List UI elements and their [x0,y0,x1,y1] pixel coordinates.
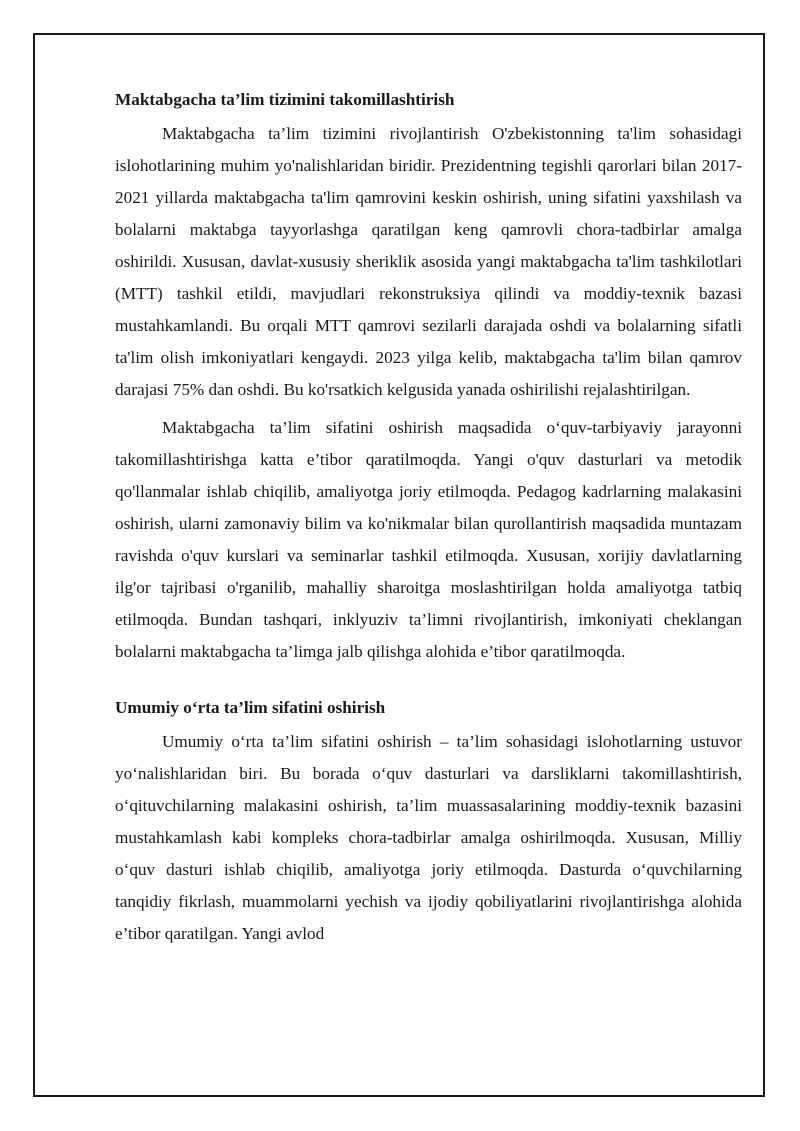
paragraph: Maktabgacha ta’lim tizimini rivojlantirish O'zbekistonning ta'lim sohasidagi islohotlarining muhim yo'nalishlaridan biridir. Prezidentning tegishli qarorlari bilan 2017-2021 yillarda maktabgacha ta'lim qamrovini keskin oshirish, uning sifatini yaxshilash va bolalarni maktabga tayyorlashga qaratilgan keng qamrovli chora-tadbirlar amalga oshirildi. Xususan, davlat-xususiy sheriklik asosida yangi maktabgacha ta'lim tashkilotlari (MTT) tashkil etildi, mavjudlari rekonstruksiya qilindi va moddiy-texnik bazasi mustahkamlandi. Bu orqali MTT qamrovi sezilarli darajada oshdi va bolalarning sifatli ta'lim olish imkoniyatlari kengaydi. 2023 yilga kelib, maktabgacha ta'lim bilan qamrov darajasi 75% dan oshdi. Bu ko'rsatkich kelgusida yanada oshirilishi rejalashtirilgan. [115,124,742,399]
document-body [115,84,742,956]
section-gap [115,674,742,692]
section-heading-preschool: Maktabgacha ta’lim tizimini takomillashtirish [115,90,455,109]
paragraph: Maktabgacha ta’lim sifatini oshirish maqsadida o‘quv-tarbiyaviy jarayonni takomillashtirishga katta e’tibor qaratilmoqda. Yangi o'quv dasturlari va metodik qo'llanmalar ishlab chiqilib, amaliyotga joriy etilmoqda. Pedagog kadrlarning malakasini oshirish, ularni zamonaviy bilim va ko'nikmalar bilan qurollantirish maqsadida muntazam ravishda o'quv kurslari va seminarlar tashkil etilmoqda. Xususan, xorijiy davlatlarning ilg'or tajribasi o'rganilib, mahalliy sharoitga moslashtirilgan holda amaliyotga tatbiq etilmoqda. Bundan tashqari, inklyuziv ta’limni rivojlantirish, imkoniyati cheklangan bolalarni maktabgacha ta’limga jalb qilishga alohida e’tibor qaratilmoqda. [115,418,742,661]
section-heading-general-education: Umumiy o‘rta ta’lim sifatini oshirish [115,698,386,717]
paragraph: Umumiy o‘rta ta’lim sifatini oshirish – ta’lim sohasidagi islohotlarning ustuvor yo‘nalishlaridan biri. Bu borada o‘quv dasturlari va darsliklarni takomillashtirish, o‘qituvchilarning malakasini oshirish, ta’lim muassasalarining moddiy-texnik bazasini mustahkamlash kabi kompleks chora-tadbirlar amalga oshirilmoqda. Xususan, Milliy o‘quv dasturi ishlab chiqilib, amaliyotga joriy etilmoqda. Dasturda o‘quvchilarning tanqidiy fikrlash, muammolarni yechish va ijodiy qobiliyatlarini rivojlantirishga alohida e’tibor qaratilgan. Yangi avlod [115,732,742,943]
